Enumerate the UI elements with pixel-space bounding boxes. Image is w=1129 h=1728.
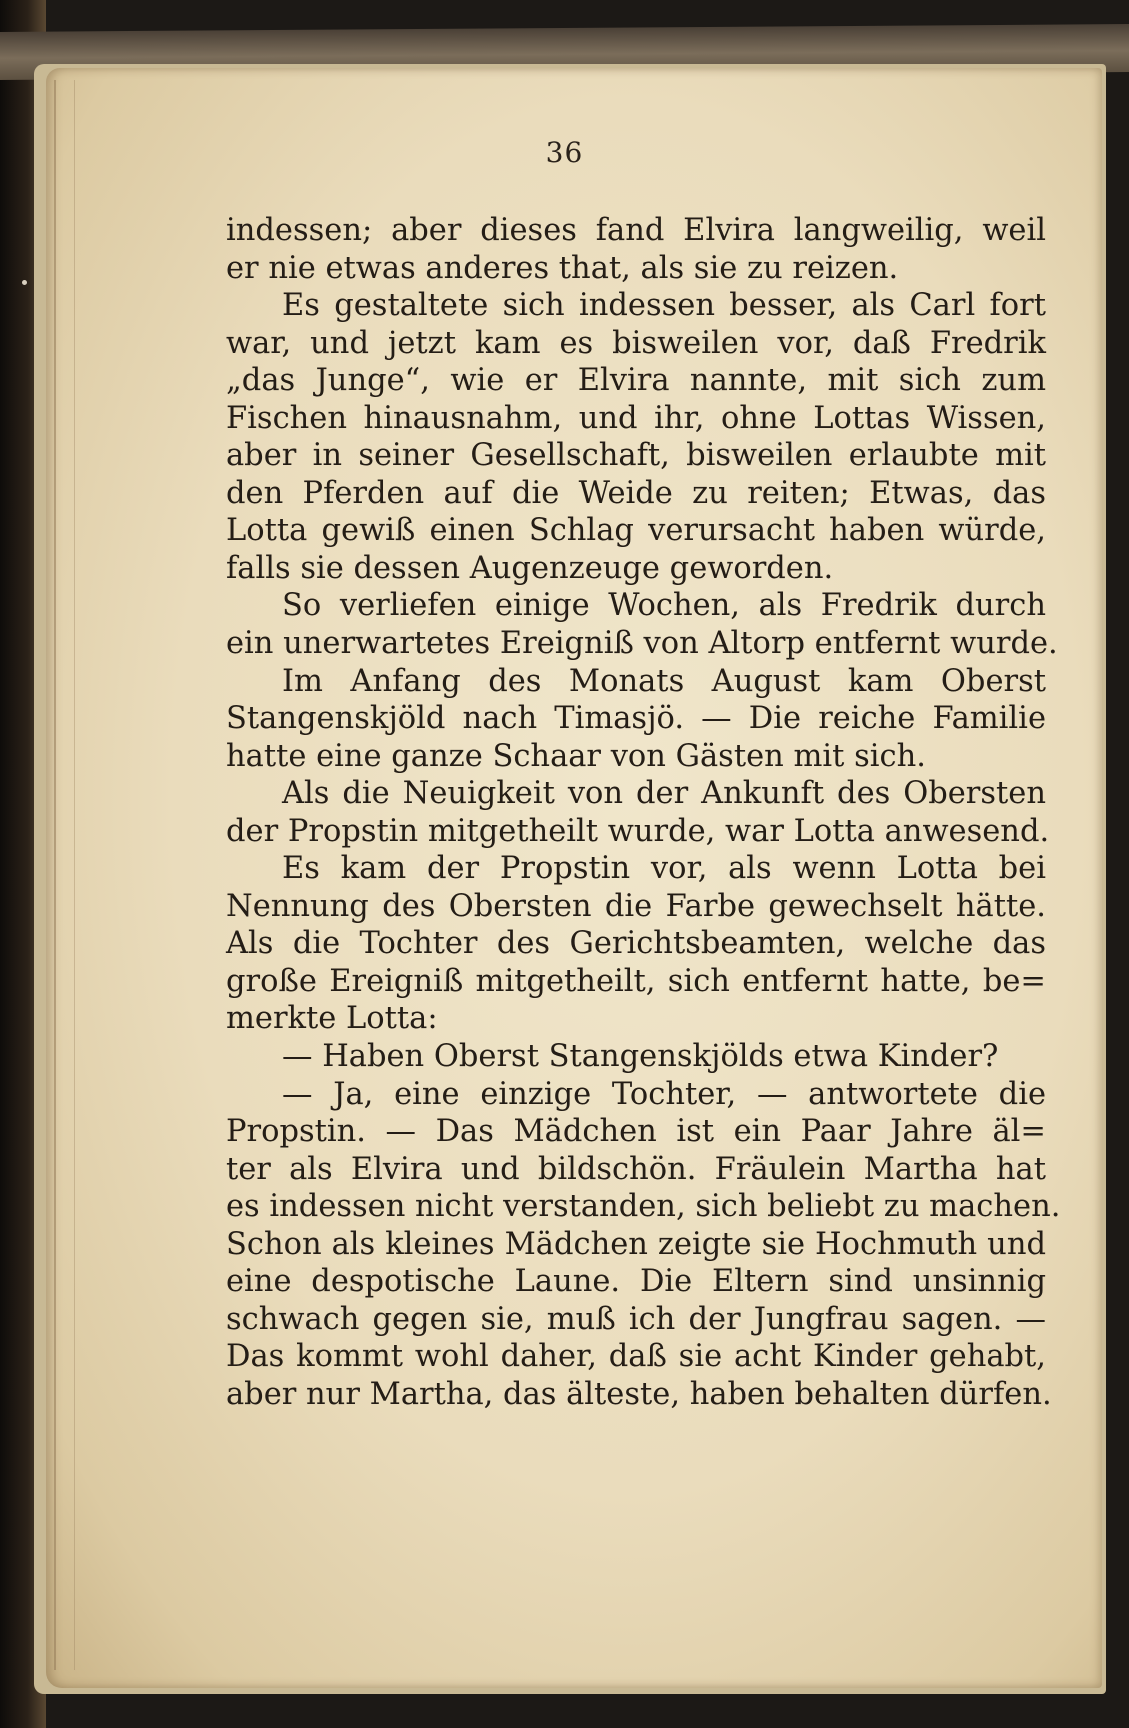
text-line: er nie etwas anderes that, als sie zu reizen. — [226, 250, 899, 286]
text-line: Propstin. — Das Mädchen ist ein Paar Jahre äl= — [226, 1114, 1046, 1150]
text-line: Nennung des Obersten die Farbe gewechselt hätte. — [226, 888, 1046, 924]
text-line: Als die Neuigkeit von der Ankunft des Obersten — [282, 776, 1046, 812]
text-line: „das Junge“, wie er Elvira nannte, mit sich zum — [226, 363, 1046, 399]
text-line: Als die Tochter des Gerichtsbeamten, welche das — [226, 926, 1046, 962]
text-line: indessen; aber dieses fand Elvira langweilig, weil — [226, 213, 1046, 248]
text-line: Schon als kleines Mädchen zeigte sie Hochmuth und — [226, 1226, 1046, 1262]
text-line: hatte eine ganze Schaar von Gästen mit sich. — [226, 738, 926, 774]
text-line: Das kommt wohl daher, daß sie acht Kinder gehabt, — [226, 1339, 1046, 1375]
text-line: große Ereigniß mitgetheilt, sich entfernt hatte, be= — [226, 963, 1046, 999]
text-line: war, und jetzt kam es bisweilen vor, daß Fredrik — [226, 325, 1046, 361]
text-line: Es gestaltete sich indessen besser, als Carl fort — [282, 288, 1046, 324]
text-line: merkte Lotta: — [226, 1001, 438, 1037]
text-line: ein unerwartetes Ereigniß von Altorp entfernt wurde. — [226, 626, 1058, 662]
text-line: der Propstin mitgetheilt wurde, war Lotta anwesend. — [226, 813, 1050, 849]
page-number: 36 — [545, 136, 584, 169]
text-line: falls sie dessen Augenzeuge geworden. — [226, 550, 834, 586]
body-text — [226, 212, 1061, 1414]
text-line: — Ja, eine einzige Tochter, — antwortete die — [282, 1076, 1046, 1112]
text-line: Stangenskjöld nach Timasjö. — Die reiche Familie — [226, 701, 1046, 737]
text-line: Fischen hinausnahm, und ihr, ohne Lottas Wissen, — [226, 400, 1046, 436]
text-line: den Pferden auf die Weide zu reiten; Etwas, das — [226, 475, 1046, 511]
text-line: eine despotische Laune. Die Eltern sind unsinnig — [226, 1264, 1046, 1300]
text-line: schwach gegen sie, muß ich der Jungfrau sagen. — — [226, 1301, 1046, 1337]
text-line: — Haben Oberst Stangenskjölds etwa Kinder? — [282, 1039, 999, 1075]
text-line: Im Anfang des Monats August kam Oberst — [282, 663, 1046, 699]
text-line: ter als Elvira und bildschön. Fräulein Martha hat — [226, 1151, 1046, 1187]
text-line: Lotta gewiß einen Schlag verursacht haben würde, — [226, 513, 1046, 549]
text-line: So verliefen einige Wochen, als Fredrik durch — [282, 588, 1046, 624]
text-line: aber in seiner Gesellschaft, bisweilen erlaubte mit — [226, 438, 1046, 474]
dust-speck — [22, 280, 27, 285]
page-fore-edges — [54, 80, 75, 1670]
text-line: es indessen nicht verstanden, sich beliebt zu machen. — [226, 1189, 1061, 1225]
text-line: Es kam der Propstin vor, als wenn Lotta bei — [282, 851, 1046, 887]
text-line: aber nur Martha, das älteste, haben behalten dürfen. — [226, 1376, 1052, 1412]
